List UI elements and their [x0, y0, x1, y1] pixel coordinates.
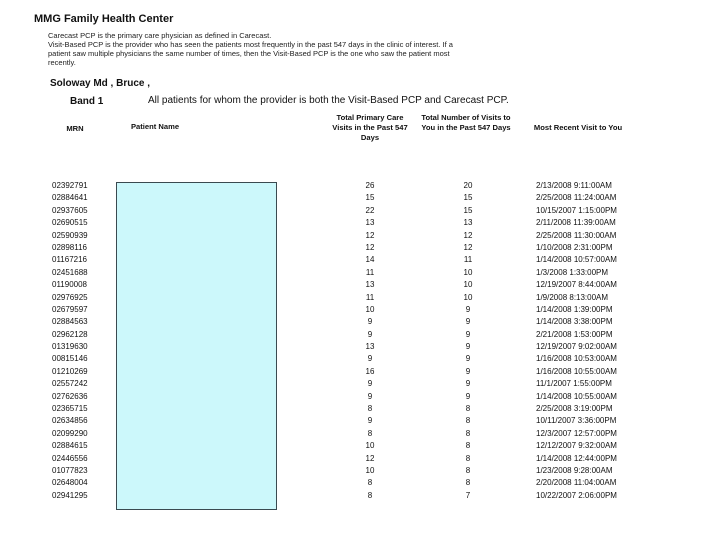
- mrn-cell: 02762636: [52, 391, 88, 401]
- mrn-cell: 01077823: [52, 465, 88, 475]
- mrn-cell: 02884641: [52, 193, 88, 203]
- recent-visit-cell: 1/3/2008 1:33:00PM: [536, 267, 609, 277]
- table-row: [0, 305, 720, 317]
- visits-to-you-cell: 11: [463, 255, 473, 265]
- pcp-visits-cell: 13: [365, 218, 375, 228]
- table-row: [0, 367, 720, 379]
- mrn-cell: 02099290: [52, 428, 88, 438]
- mrn-cell: 01190008: [52, 280, 87, 290]
- recent-visit-cell: 11/1/2007 1:55:00PM: [536, 379, 612, 389]
- mrn-cell: 02898116: [52, 242, 87, 252]
- recent-visit-cell: 1/10/2008 2:31:00PM: [536, 242, 613, 252]
- header-patient-name: Patient Name: [130, 122, 180, 131]
- pcp-visits-cell: 10: [365, 441, 375, 451]
- recent-visit-cell: 1/14/2008 10:55:00AM: [536, 391, 617, 401]
- visits-to-you-cell: 9: [465, 317, 471, 327]
- header-most-recent-visit: Most Recent Visit to You: [533, 123, 623, 132]
- pcp-visits-cell: 9: [367, 329, 373, 339]
- recent-visit-cell: 1/14/2008 1:39:00PM: [536, 304, 613, 314]
- recent-visit-cell: 1/16/2008 10:53:00AM: [536, 354, 617, 364]
- pcp-visits-cell: 16: [365, 366, 375, 376]
- visits-to-you-cell: 13: [463, 218, 473, 228]
- visits-to-you-cell: 8: [465, 416, 471, 426]
- table-row: [0, 441, 720, 453]
- recent-visit-cell: 1/14/2008 12:44:00PM: [536, 453, 617, 463]
- mrn-cell: 02392791: [52, 181, 88, 190]
- table-row: [0, 218, 720, 230]
- pcp-visits-cell: 9: [367, 354, 373, 364]
- visits-to-you-cell: 8: [465, 428, 471, 438]
- mrn-cell: 02884563: [52, 317, 88, 327]
- pcp-visits-cell: 10: [365, 304, 375, 314]
- pcp-visits-cell: 13: [365, 342, 375, 352]
- visits-to-you-cell: 12: [463, 230, 473, 240]
- pcp-visits-cell: 8: [367, 404, 373, 414]
- recent-visit-cell: 12/3/2007 12:57:00PM: [536, 428, 617, 438]
- patient-table-body: [0, 181, 720, 503]
- mrn-cell: 02937605: [52, 205, 88, 215]
- pcp-visits-cell: 15: [365, 193, 375, 203]
- mrn-cell: 02648004: [52, 478, 88, 488]
- visits-to-you-cell: 7: [465, 490, 471, 500]
- recent-visit-cell: 2/20/2008 11:04:00AM: [536, 478, 617, 488]
- pcp-visits-cell: 8: [367, 428, 373, 438]
- mrn-cell: 02962128: [52, 329, 88, 339]
- header-visits-to-you: Total Number of Visits to You in the Past 547 Days: [421, 113, 511, 132]
- recent-visit-cell: 2/25/2008 11:24:00AM: [536, 193, 617, 203]
- visits-to-you-cell: 15: [463, 205, 473, 215]
- visits-to-you-cell: 9: [465, 391, 471, 401]
- table-row: [0, 280, 720, 292]
- table-row: [0, 379, 720, 391]
- definition-line-4: recently.: [48, 58, 76, 67]
- mrn-cell: 02365715: [52, 404, 88, 414]
- mrn-cell: 00815146: [52, 354, 88, 364]
- pcp-visits-cell: 26: [365, 181, 375, 190]
- visits-to-you-cell: 10: [463, 292, 473, 302]
- report-title: MMG Family Health Center: [34, 13, 174, 25]
- definition-line-3: patient saw multiple physicians the same number of times, then the Visit-Based PCP is the one who saw the patient most: [48, 49, 450, 58]
- table-row: [0, 354, 720, 366]
- table-row: [0, 243, 720, 255]
- table-row: [0, 404, 720, 416]
- pcp-visits-cell: 9: [367, 391, 373, 401]
- recent-visit-cell: 2/13/2008 9:11:00AM: [536, 181, 612, 190]
- table-row: [0, 392, 720, 404]
- visits-to-you-cell: 15: [463, 193, 473, 203]
- pcp-visits-cell: 11: [365, 267, 375, 277]
- pcp-visits-cell: 22: [365, 205, 375, 215]
- header-pcp-visits: Total Primary Care Visits in the Past 547 Days: [332, 113, 408, 142]
- recent-visit-cell: 12/19/2007 8:44:00AM: [536, 280, 617, 290]
- visits-to-you-cell: 8: [465, 465, 471, 475]
- table-row: [0, 478, 720, 490]
- visits-to-you-cell: 9: [465, 342, 471, 352]
- mrn-cell: 02451688: [52, 267, 88, 277]
- recent-visit-cell: 1/16/2008 10:55:00AM: [536, 366, 617, 376]
- pcp-visits-cell: 13: [365, 280, 375, 290]
- mrn-cell: 02557242: [52, 379, 88, 389]
- mrn-cell: 01319630: [52, 342, 88, 352]
- definition-line-2: Visit-Based PCP is the provider who has seen the patients most frequently in the past 547 days in the clinic of interest. If a: [48, 40, 453, 49]
- recent-visit-cell: 1/9/2008 8:13:00AM: [536, 292, 609, 302]
- mrn-cell: 02679597: [52, 304, 88, 314]
- table-row: [0, 454, 720, 466]
- pcp-visits-cell: 8: [367, 478, 373, 488]
- visits-to-you-cell: 9: [465, 366, 471, 376]
- header-mrn: MRN: [66, 124, 84, 133]
- recent-visit-cell: 2/21/2008 1:53:00PM: [536, 329, 613, 339]
- recent-visit-cell: 2/11/2008 11:39:00AM: [536, 218, 616, 228]
- recent-visit-cell: 10/15/2007 1:15:00PM: [536, 205, 617, 215]
- table-row: [0, 330, 720, 342]
- visits-to-you-cell: 12: [463, 242, 473, 252]
- recent-visit-cell: 1/14/2008 10:57:00AM: [536, 255, 617, 265]
- table-row: [0, 293, 720, 305]
- table-row: [0, 317, 720, 329]
- definition-line-1: Carecast PCP is the primary care physician as defined in Carecast.: [48, 31, 272, 40]
- recent-visit-cell: 12/12/2007 9:32:00AM: [536, 441, 617, 451]
- mrn-cell: 02446556: [52, 453, 88, 463]
- table-row: [0, 416, 720, 428]
- recent-visit-cell: 1/14/2008 3:38:00PM: [536, 317, 613, 327]
- visits-to-you-cell: 8: [465, 441, 471, 451]
- table-row: [0, 193, 720, 205]
- visits-to-you-cell: 10: [463, 267, 473, 277]
- table-row: [0, 342, 720, 354]
- visits-to-you-cell: 8: [465, 478, 471, 488]
- visits-to-you-cell: 9: [465, 354, 471, 364]
- pcp-visits-cell: 9: [367, 317, 373, 327]
- recent-visit-cell: 10/22/2007 2:06:00PM: [536, 490, 617, 500]
- pcp-visits-cell: 12: [365, 230, 375, 240]
- visits-to-you-cell: 20: [463, 181, 473, 190]
- mrn-cell: 01167216: [52, 255, 87, 265]
- table-row: [0, 491, 720, 503]
- visits-to-you-cell: 9: [465, 329, 471, 339]
- pcp-visits-cell: 8: [367, 490, 373, 500]
- pcp-visits-cell: 11: [365, 292, 375, 302]
- visits-to-you-cell: 8: [465, 404, 471, 414]
- pcp-visits-cell: 9: [367, 416, 373, 426]
- pcp-visits-cell: 9: [367, 379, 373, 389]
- table-row: [0, 466, 720, 478]
- table-row: [0, 268, 720, 280]
- recent-visit-cell: 1/23/2008 9:28:00AM: [536, 465, 613, 475]
- recent-visit-cell: 10/11/2007 3:36:00PM: [536, 416, 617, 426]
- recent-visit-cell: 2/25/2008 3:19:00PM: [536, 404, 613, 414]
- pcp-visits-cell: 10: [365, 465, 375, 475]
- recent-visit-cell: 2/25/2008 11:30:00AM: [536, 230, 617, 240]
- band-description: All patients for whom the provider is both the Visit-Based PCP and Carecast PCP.: [148, 95, 509, 106]
- table-row: [0, 255, 720, 267]
- patient-name-redaction: [116, 182, 277, 510]
- provider-name: Soloway Md , Bruce ,: [50, 78, 151, 89]
- visits-to-you-cell: 9: [465, 379, 471, 389]
- mrn-cell: 02590939: [52, 230, 88, 240]
- table-row: [0, 206, 720, 218]
- recent-visit-cell: 12/19/2007 9:02:00AM: [536, 342, 617, 352]
- mrn-cell: 02690515: [52, 218, 88, 228]
- visits-to-you-cell: 8: [465, 453, 471, 463]
- band-label: Band 1: [70, 96, 104, 107]
- mrn-cell: 01210269: [52, 366, 88, 376]
- mrn-cell: 02884615: [52, 441, 88, 451]
- pcp-visits-cell: 14: [365, 255, 375, 265]
- mrn-cell: 02941295: [52, 490, 88, 500]
- mrn-cell: 02976925: [52, 292, 88, 302]
- table-row: [0, 429, 720, 441]
- pcp-visits-cell: 12: [365, 242, 375, 252]
- visits-to-you-cell: 10: [463, 280, 473, 290]
- table-row: [0, 181, 720, 193]
- pcp-visits-cell: 12: [365, 453, 375, 463]
- visits-to-you-cell: 9: [465, 304, 471, 314]
- mrn-cell: 02634856: [52, 416, 88, 426]
- table-row: [0, 231, 720, 243]
